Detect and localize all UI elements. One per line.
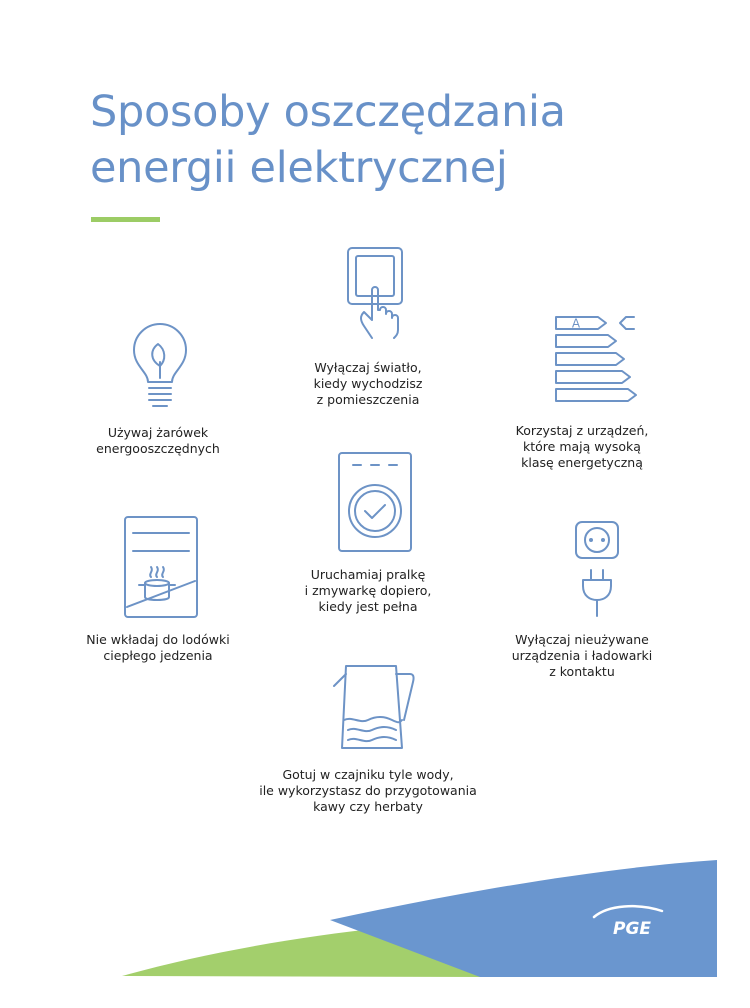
socket-plug-icon: [574, 520, 620, 618]
page-title: [90, 84, 566, 196]
tip-caption-energy-class: Korzystaj z urządzeń, które mają wysoką klasę energetyczną: [515, 423, 649, 470]
tip-caption-kettle: Gotuj w czajniku tyle wody, ile wykorzystasz do przygotowania kawy czy herbaty: [259, 767, 477, 814]
tip-caption-bulbs: Używaj żarówek energooszczędnych: [96, 425, 220, 456]
title-line-1: Sposoby oszczędzania: [90, 87, 566, 137]
fridge-pot-icon: [123, 515, 199, 621]
tip-caption-lights: Wyłączaj światło, kiedy wychodzisz z pomieszczenia: [313, 360, 423, 407]
title-accent-bar: [91, 217, 160, 222]
tip-caption-fridge: Nie wkładaj do lodówki ciepłego jedzenia: [86, 632, 230, 663]
washing-machine-icon: [337, 451, 413, 555]
tip-caption-unplug: Wyłączaj nieużywane urządzenia i ładowarki z kontaktu: [511, 632, 653, 679]
energy-class-label: A: [571, 316, 581, 331]
light-switch-icon: [346, 246, 406, 340]
kettle-icon: [332, 658, 418, 754]
pge-logo: [588, 903, 674, 943]
tip-caption-washer: Uruchamiaj pralkę i zmywarkę dopiero, kiedy jest pełna: [304, 567, 432, 614]
logo-text: PGE: [612, 919, 652, 939]
energy-class-icon: [554, 313, 640, 409]
title-line-2: energii elektrycznej: [90, 143, 508, 193]
light-bulb-icon: [128, 322, 192, 408]
